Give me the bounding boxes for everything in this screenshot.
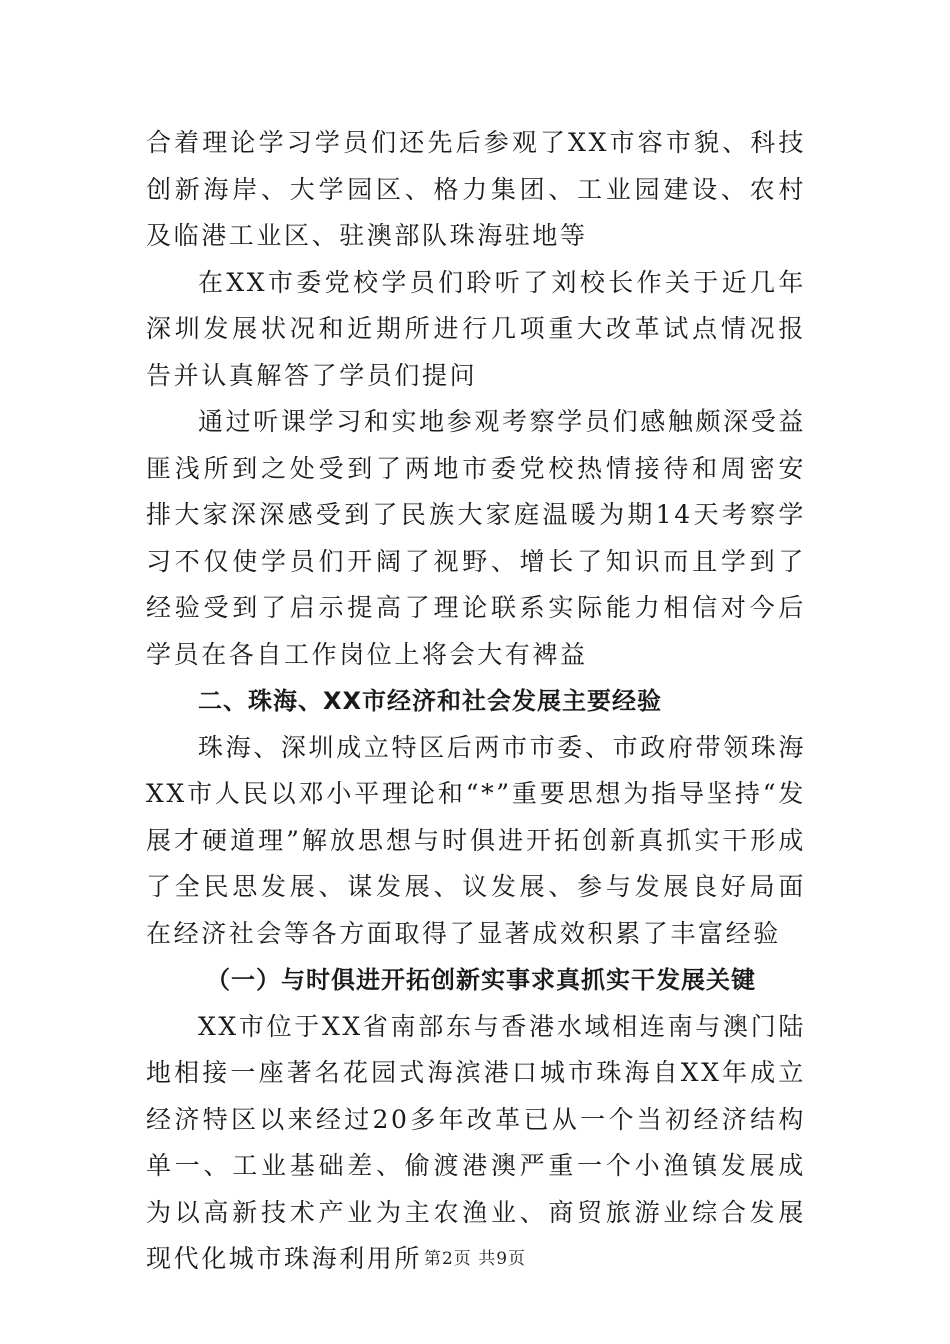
paragraph-section-intro: 珠海、深圳成立特区后两市市委、市政府带领珠海XX市人民以邓小平理论和“*”重要思想为指导坚持“发展才硬道理”解放思想与时俱进开拓创新真抓实干形成了全民思发展、谋发展、议发展、参与发展良好局面在经济社会等各方面取得了显著成效积累了丰富经验 bbox=[146, 732, 806, 948]
section-heading: 二、珠海、XX市经济和社会发展主要经验 bbox=[198, 687, 663, 715]
document-body bbox=[146, 120, 806, 1283]
paragraph-party-school-lecture: 在XX市委党校学员们聆听了刘校长作关于近几年深圳发展状况和近期所进行几项重大改革试点情况报告并认真解答了学员们提问 bbox=[146, 267, 806, 390]
subsection-heading: （一）与时俱进开拓创新实事求真抓实干发展关键 bbox=[206, 966, 756, 994]
paragraph-zhuhai-overview: XX市位于XX省南部东与香港水域相连南与澳门陆地相接一座著名花园式海滨港口城市珠海自XX年成立经济特区以来经过20多年改革已从一个当初经济结构单一、工业基础差、偷渡港澳严重一个小渔镇发展成为以高新技术产业为主农渔业、商贸旅游业综合发展现代化城市珠海利用所 bbox=[146, 1011, 806, 1273]
paragraph-study-summary: 通过听课学习和实地参观考察学员们感触颇深受益匪浅所到之处受到了两地市委党校热情接待和周密安排大家深深感受到了民族大家庭温暖为期14天考察学习不仅使学员们开阔了视野、增长了知识而且学到了经验受到了启示提高了理论联系实际能力相信对今后学员在各自工作岗位上将会大有裨益 bbox=[146, 407, 806, 669]
page-number-footer: 第2页 共9页 bbox=[423, 1249, 527, 1269]
paragraph-continued: 合着理论学习学员们还先后参观了XX市容市貌、科技创新海岸、大学园区、格力集团、工业园建设、农村及临港工业区、驻澳部队珠海驻地等 bbox=[146, 128, 806, 250]
